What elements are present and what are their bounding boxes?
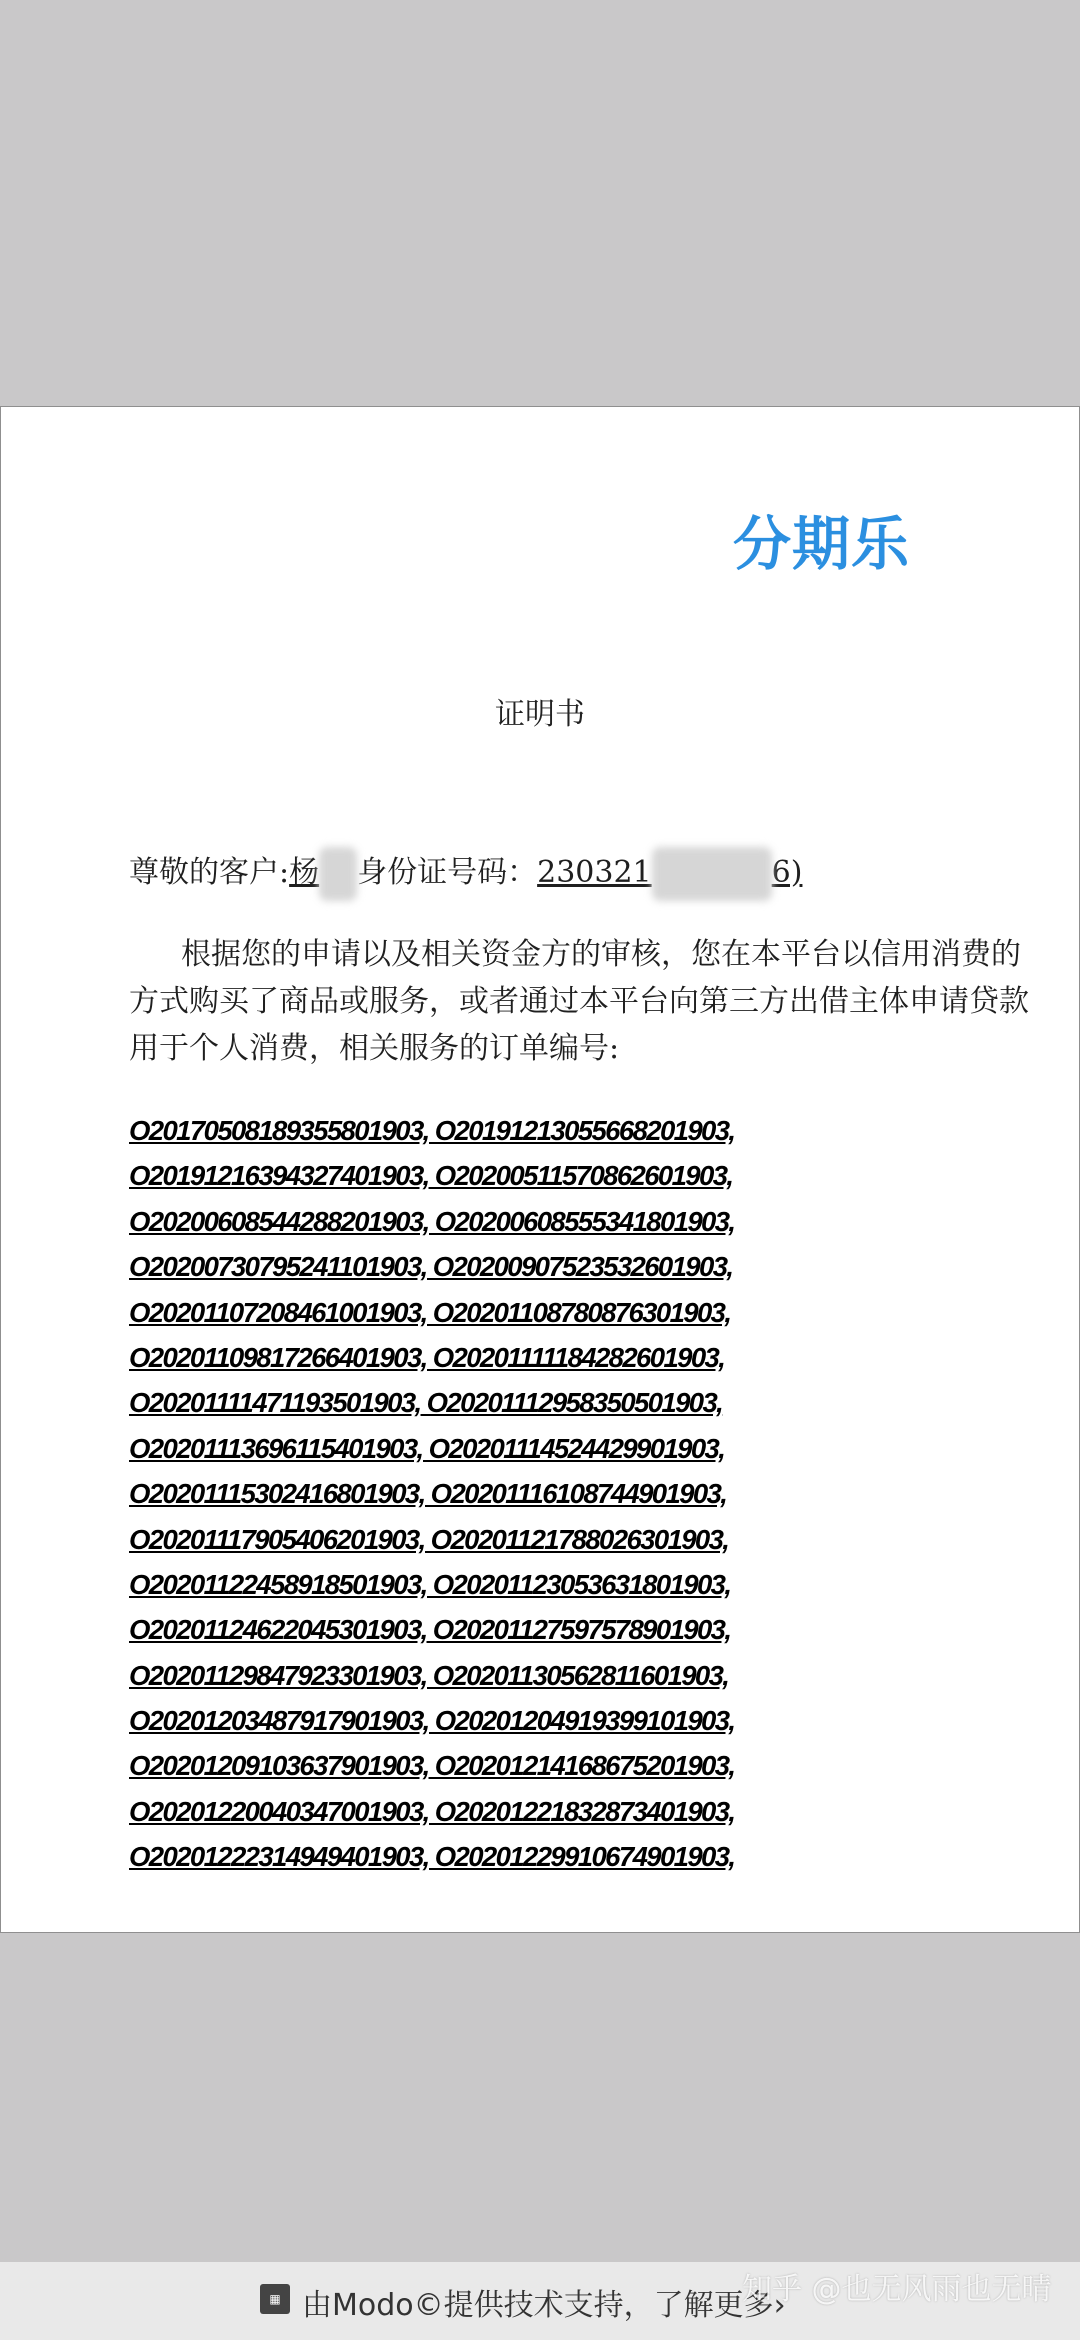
brand-logo: 分期乐 [733, 510, 911, 578]
order-row: O20201129847923301903, O20201130562811601903, [129, 1659, 729, 1691]
order-row: O20201115302416801903, O20201116108744901903, [129, 1478, 727, 1510]
order-row: O20200730795241101903, O20200907523532601903, [129, 1251, 733, 1283]
document-page [0, 406, 1080, 1933]
order-row: O20201109817266401903, O20201111184282601903, [129, 1341, 725, 1373]
name-redaction [319, 847, 357, 901]
customer-greeting [129, 847, 802, 901]
order-number-list [129, 1115, 1029, 1887]
watermark: 知乎 @也无风雨也无晴 [742, 2272, 1052, 2307]
id-redaction [652, 847, 772, 901]
order-row: O20201117905406201903, O20201121788026301903, [129, 1523, 729, 1555]
greeting-label: 尊敬的客户: [129, 855, 290, 890]
modo-icon: ▦ [260, 2284, 290, 2314]
order-row: O20201222314949401903, O20201229910674901903, [129, 1841, 735, 1873]
order-row: O20201203487917901903, O20201204919399101903, [129, 1705, 735, 1737]
footer-support-link[interactable]: 由Modo©提供技术支持，了解更多› [302, 2288, 786, 2323]
order-row: O20201122458918501903, O20201123053631801903, [129, 1568, 731, 1600]
id-label: 身份证号码： [357, 855, 538, 890]
order-row: O20201111471193501903, O20201112958350501903, [129, 1387, 723, 1419]
order-row: O20201107208461001903, O20201108780876301903, [129, 1296, 731, 1328]
order-row: O20170508189355801903, O20191213055668201903, [129, 1115, 735, 1146]
id-number: 230321 6) [537, 855, 802, 890]
body-paragraph: 根据您的申请以及相关资金方的审核，您在本平台以信用消费的方式购买了商品或服务，或者通过本平台向第三方出借主体申请贷款用于个人消费，相关服务的订单编号: [129, 937, 1029, 1066]
order-row: O20200608544288201903, O20200608555341801903, [129, 1205, 735, 1237]
order-row: O20201124622045301903, O20201127597578901903, [129, 1614, 731, 1646]
order-row: O20201220040347001903, O20201221832873401903, [129, 1795, 735, 1827]
order-row: O20191216394327401903, O20200511570862601903, [129, 1160, 733, 1192]
customer-name: 杨 [289, 855, 357, 890]
order-row: O20201209103637901903, O20201214168675201903, [129, 1750, 735, 1782]
order-row: O20201113696115401903, O20201114524429901903, [129, 1432, 725, 1464]
document-title: 证明书 [495, 697, 585, 732]
